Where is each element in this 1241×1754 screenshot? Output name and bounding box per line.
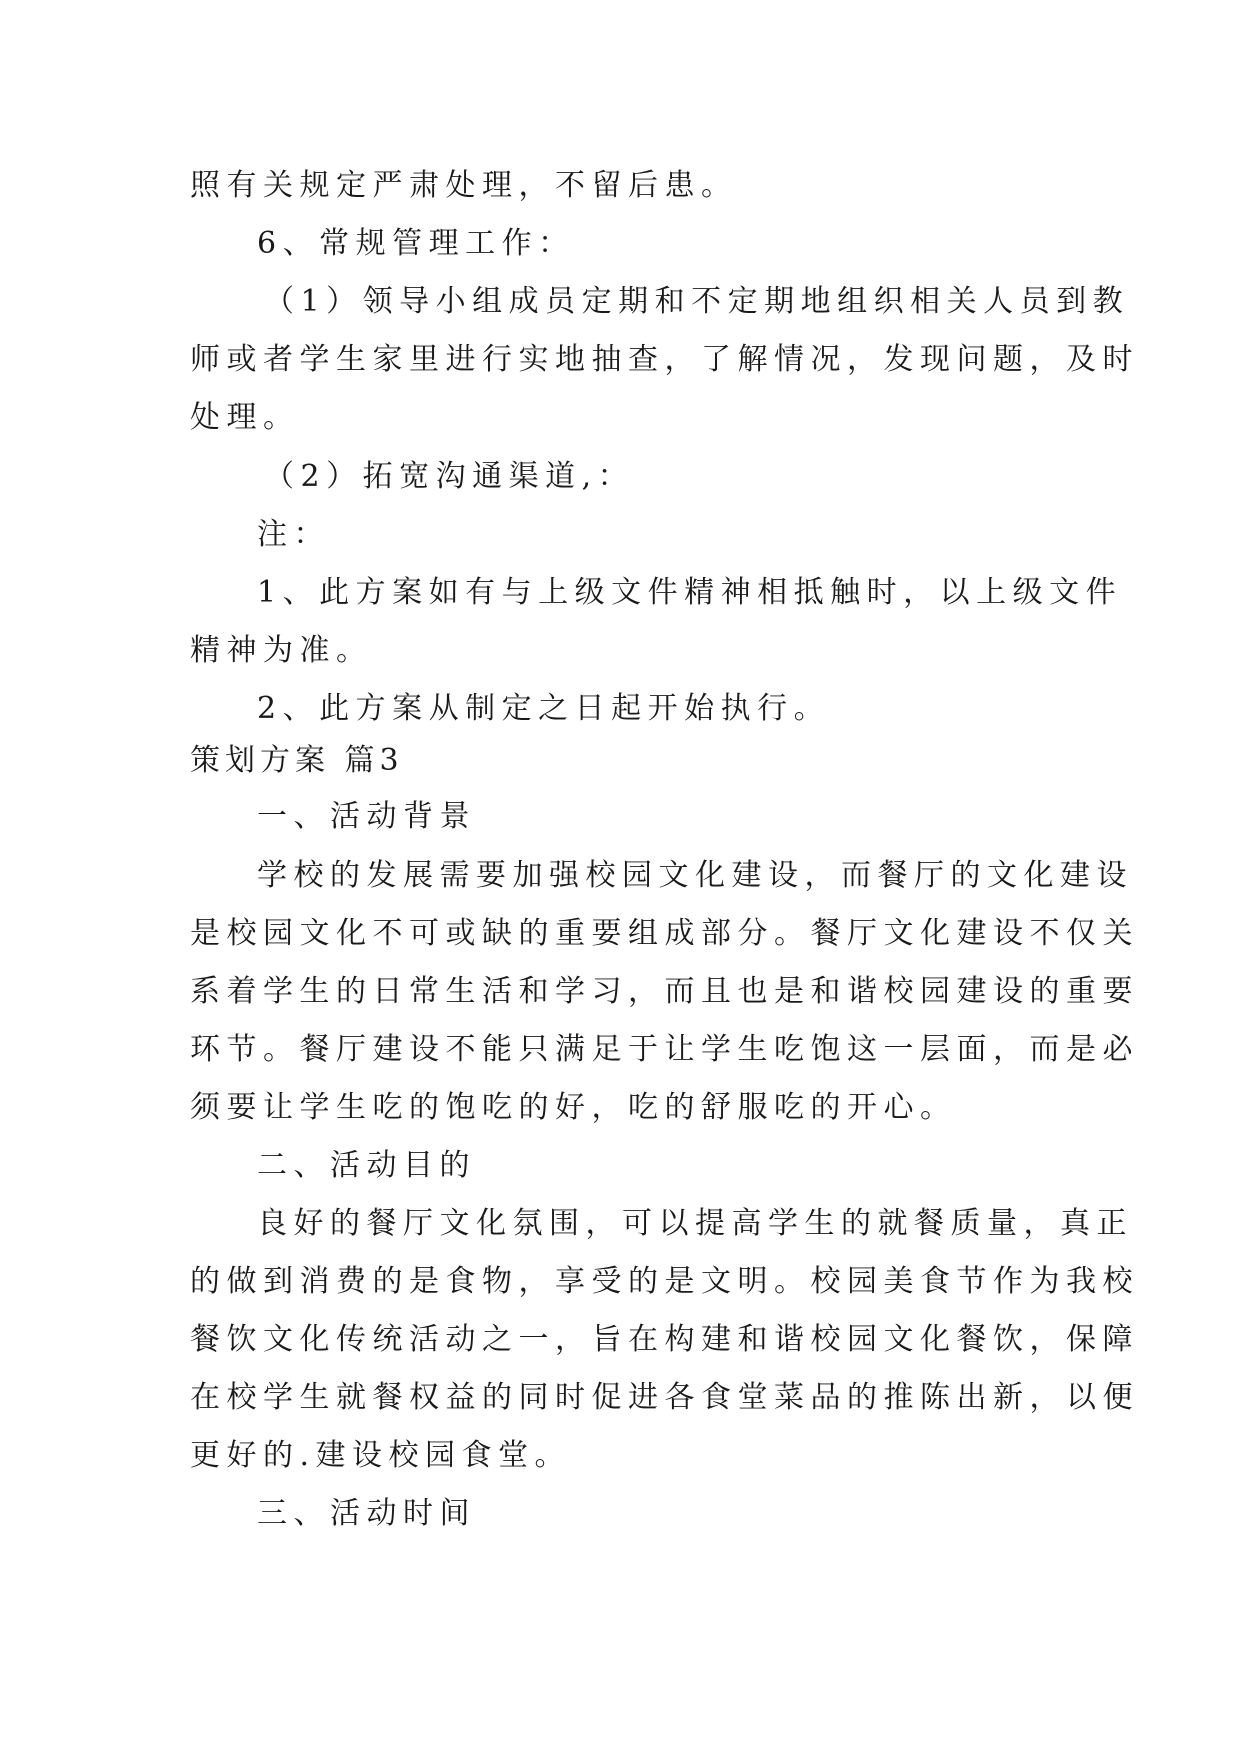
paragraph-line: （2）拓宽沟通渠道,： <box>264 459 635 494</box>
paragraph-line: 处理。 <box>190 400 300 435</box>
paragraph-line: 环节。餐厅建设不能只满足于让学生吃饱这一层面，而是必 <box>190 1032 1139 1067</box>
section-title: 策划方案 篇3 <box>190 743 404 778</box>
paragraph-line: 在校学生就餐权益的同时促进各食堂菜品的推陈出新，以便 <box>190 1380 1139 1415</box>
subsection-heading: 一、活动背景 <box>257 799 476 834</box>
paragraph-line: 更好的.建设校园食堂。 <box>190 1438 572 1473</box>
paragraph-line: 师或者学生家里进行实地抽查，了解情况，发现问题，及时 <box>190 342 1139 377</box>
paragraph-line: 须要让学生吃的饱吃的好，吃的舒服吃的开心。 <box>190 1090 957 1125</box>
paragraph-line: 是校园文化不可或缺的重要组成部分。餐厅文化建设不仅关 <box>190 916 1139 951</box>
paragraph-line: 1、此方案如有与上级文件精神相抵触时，以上级文件 <box>257 575 1123 610</box>
paragraph-line: 系着学生的日常生活和学习，而且也是和谐校园建设的重要 <box>190 974 1139 1009</box>
section-item-6: 6、常规管理工作： <box>257 226 575 261</box>
paragraph-line: 2、此方案从制定之日起开始执行。 <box>257 691 831 726</box>
paragraph-line: 良好的餐厅文化氛围，可以提高学生的就餐质量，真正 <box>257 1206 1133 1241</box>
paragraph-line: 餐饮文化传统活动之一，旨在构建和谐校园文化餐饮，保障 <box>190 1322 1139 1357</box>
subsection-heading: 三、活动时间 <box>257 1496 476 1531</box>
paragraph-line: 照有关规定严肃处理，不留后患。 <box>190 168 738 203</box>
note-label: 注： <box>257 517 330 552</box>
subsection-heading: 二、活动目的 <box>257 1148 476 1183</box>
paragraph-line: 的做到消费的是食物，享受的是文明。校园美食节作为我校 <box>190 1264 1139 1299</box>
paragraph-line: 精神为准。 <box>190 633 373 668</box>
paragraph-line: （1）领导小组成员定期和不定期地组织相关人员到教 <box>264 284 1130 319</box>
paragraph-line: 学校的发展需要加强校园文化建设，而餐厅的文化建设 <box>257 858 1133 893</box>
